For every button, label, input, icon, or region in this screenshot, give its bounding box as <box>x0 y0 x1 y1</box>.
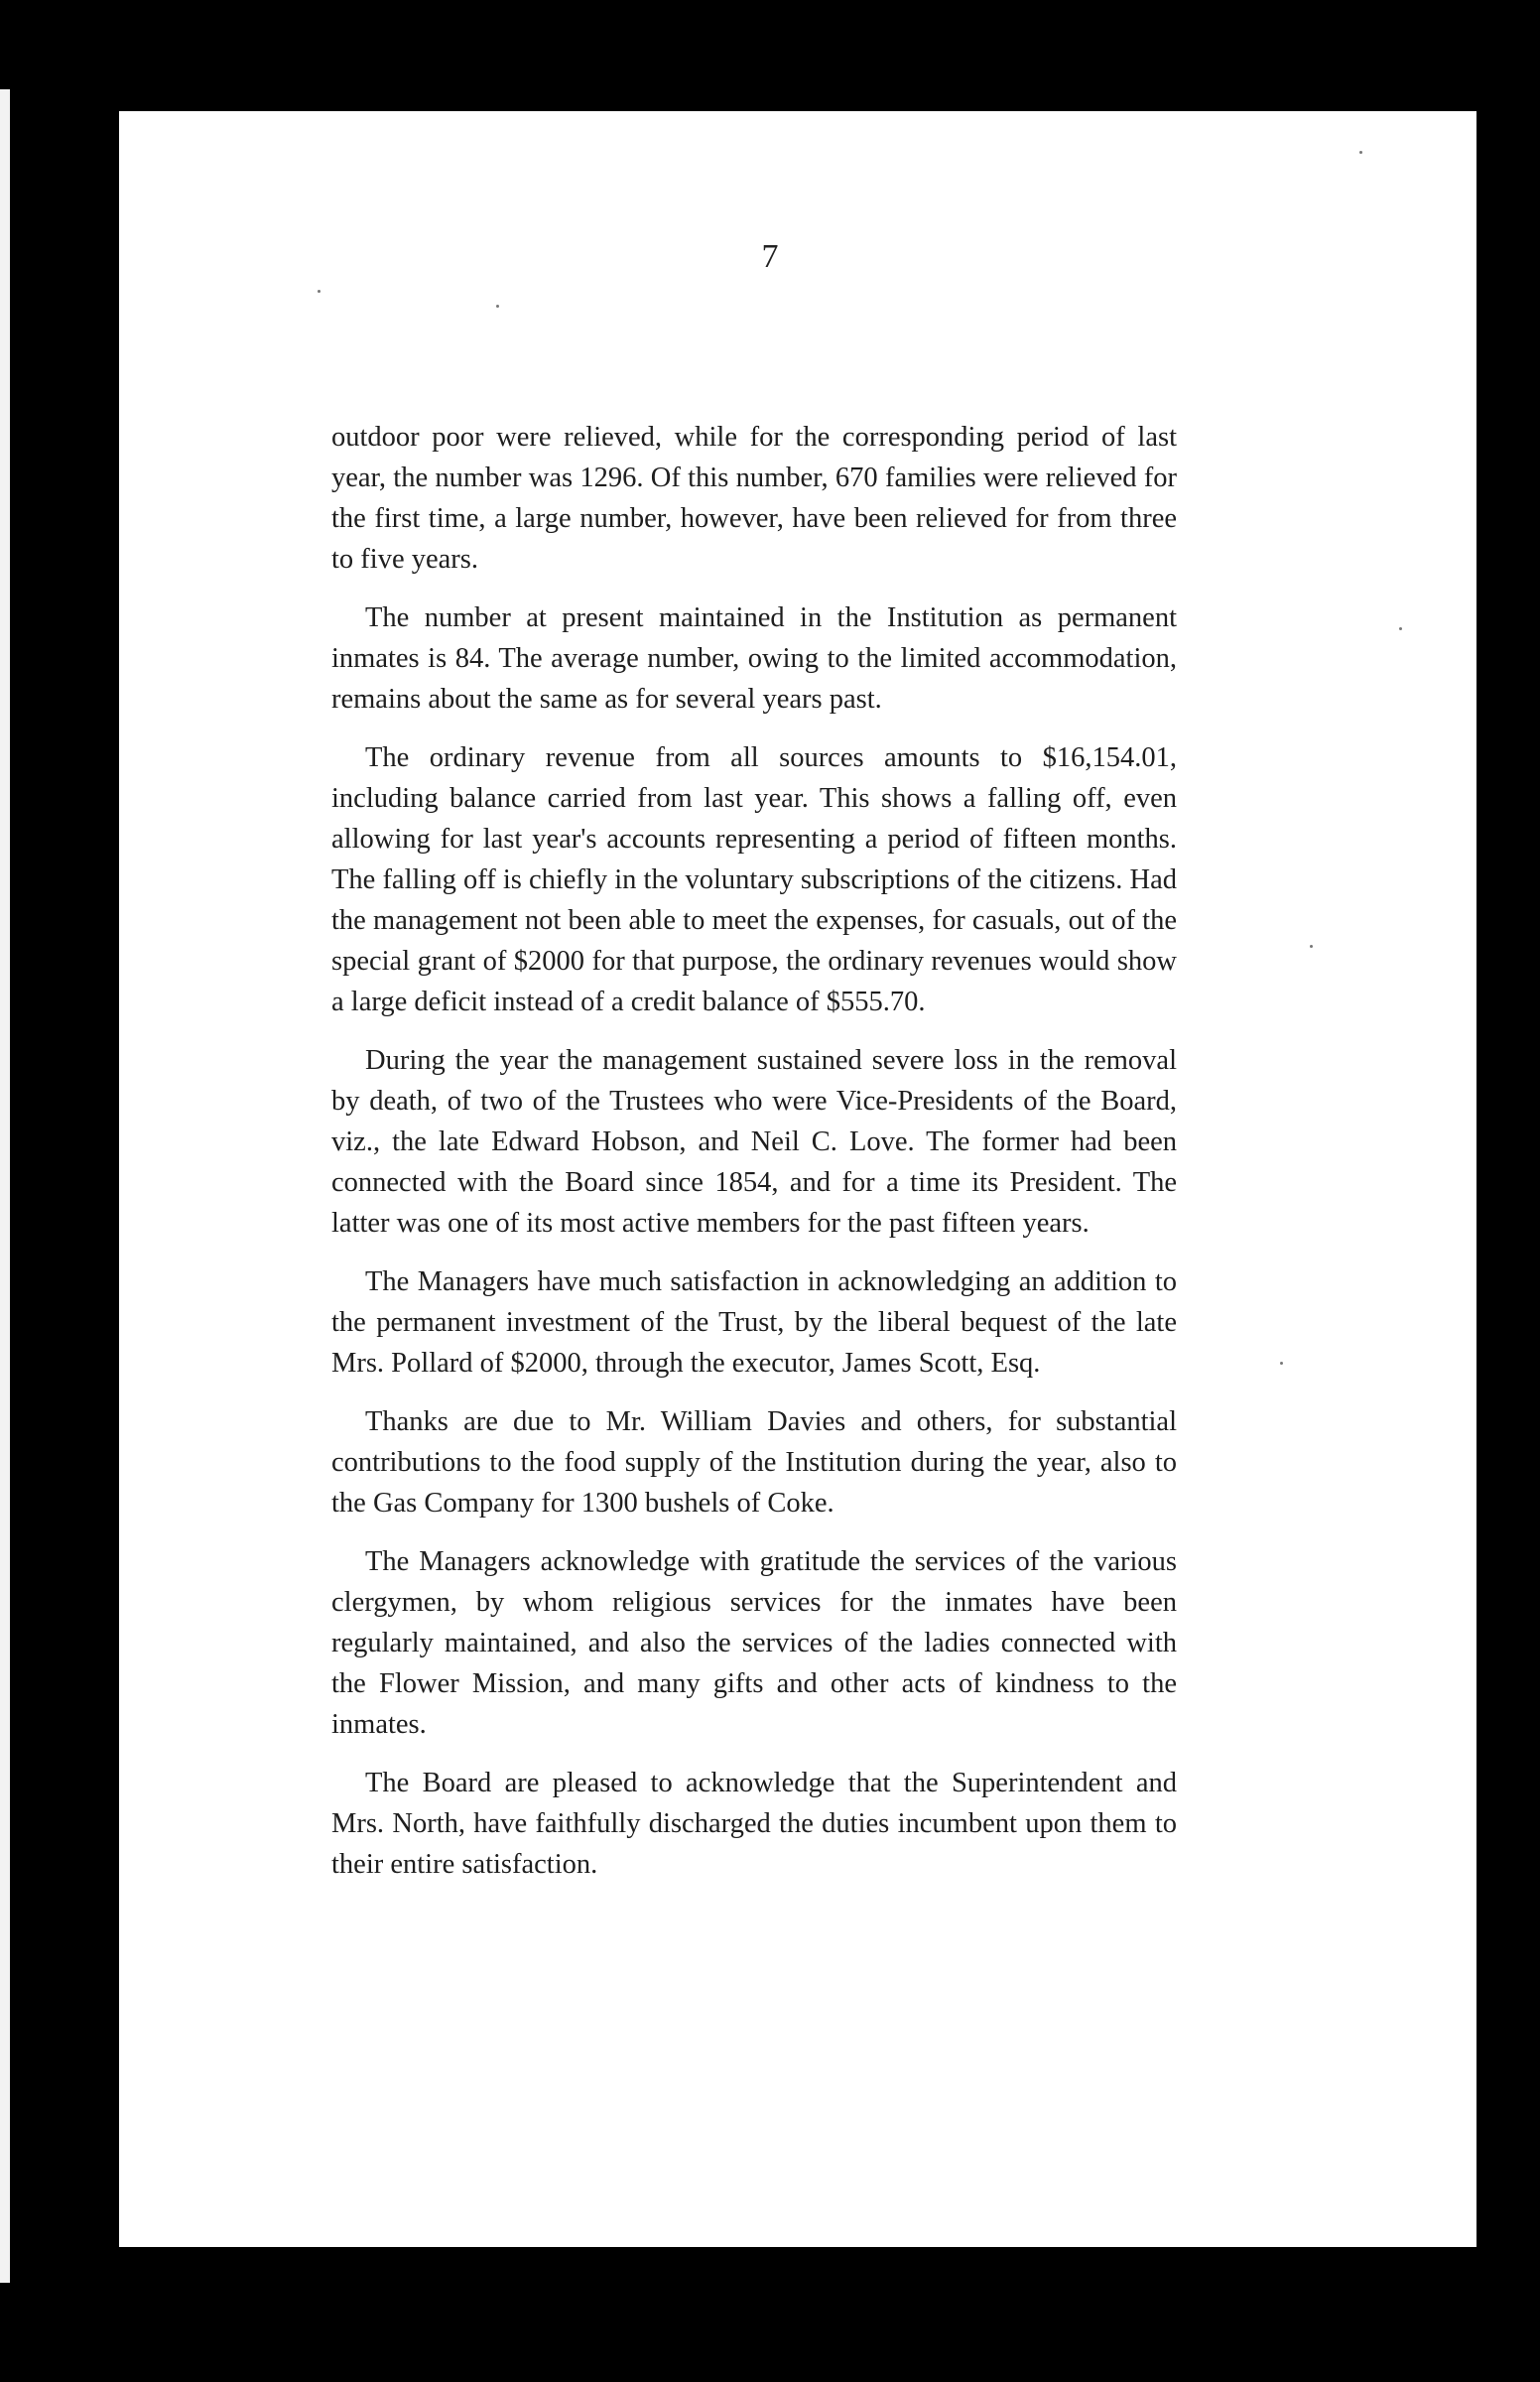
paper-speck <box>496 305 499 308</box>
paragraph-5: The Managers have much satisfaction in acknowledging an addition to the permanent investment of the Trust, by the liberal bequest of the late Mrs. Pollard of $2000, through the executor, James Scott, Esq. <box>331 1266 1177 1379</box>
paper-speck <box>1359 151 1362 154</box>
paragraph-2: The number at present maintained in the Institution as permanent inmates is 84. The average number, owing to the limited accommodation, remains about the same as for several years past. <box>331 602 1177 715</box>
paragraph-7: The Managers acknowledge with gratitude the services of the various clergymen, by whom religious services for the inmates have been regularly maintained, and also the services of the ladies connected with the Flower Mission, and many gifts and other acts of kindness to the inmates. <box>331 1546 1177 1740</box>
paper-speck <box>318 290 321 293</box>
paragraph-4: During the year the management sustained severe loss in the removal by death, of two of the Trustees who were Vice-Presidents of the Board, viz., the late Edward Hobson, and Neil C. Love. The former had been connected with the Board since 1854, and for a time its President. The latter was one of its most active members for the past fifteen years. <box>331 1045 1177 1239</box>
adjacent-page-edge <box>0 89 10 2283</box>
paper-speck <box>1280 1362 1283 1365</box>
paragraph-1: outdoor poor were relieved, while for the corresponding period of last year, the number was 1296. Of this number, 670 families were relieved for the first time, a large number, however, have been relieved for from three to five years. <box>331 422 1177 575</box>
paper-speck <box>1399 627 1402 630</box>
paper-speck <box>1310 945 1313 948</box>
paragraph-3: The ordinary revenue from all sources amounts to $16,154.01, including balance carried from last year. This shows a falling off, even allowing for last year's accounts representing a period of fifteen months. The falling off is chiefly in the voluntary subscriptions of the citizens. Had the management not been able to meet the expenses, for casuals, out of the special grant of $2000 for that purpose, the ordinary revenues would show a large deficit instead of a credit balance of $555.70. <box>331 742 1177 1017</box>
paragraph-6: Thanks are due to Mr. William Davies and others, for substantial contributions to the food supply of the Institution during the year, also to the Gas Company for 1300 bushels of Coke. <box>331 1406 1177 1519</box>
paragraph-8: The Board are pleased to acknowledge that the Superintendent and Mrs. North, have faithfully discharged the duties incumbent upon them to their entire satisfaction. <box>331 1768 1177 1880</box>
body-text <box>331 417 1177 1903</box>
page-number: 7 <box>761 238 779 275</box>
